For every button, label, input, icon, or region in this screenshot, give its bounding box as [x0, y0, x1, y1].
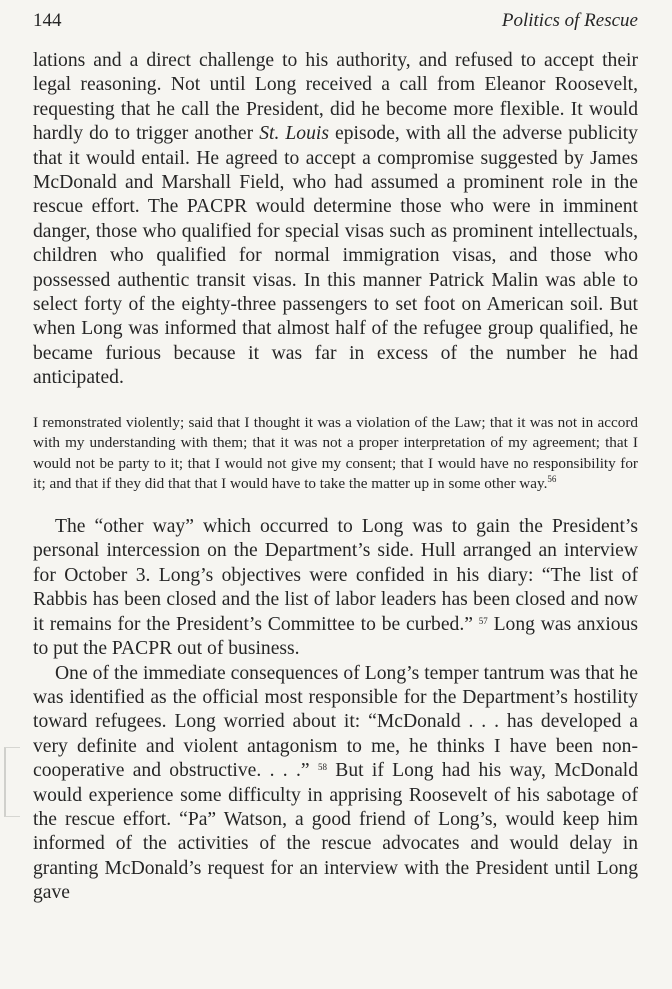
paragraph-2-text-b: Long was anxious to put the PACPR out of business.	[33, 613, 639, 660]
paragraph-1	[33, 49, 638, 391]
footnote-ref-56: 56	[547, 474, 557, 485]
margin-bracket-mark	[4, 747, 20, 817]
block-quote	[33, 413, 638, 495]
footnote-ref-57: 57	[478, 615, 488, 626]
paragraph-1-text-b: episode, with all the adverse publicity that it would entail. He agreed to accept a compromise suggested by James McDonald and Marshall Field, who had assumed a prominent role in the rescue effort. The PACPR would determine those who were in imminent danger, those who qualified for special visas such as prominent intellectuals, children who qualified for normal immigration visas, and those who possessed authentic transit visas. In this manner Patrick Malin was able to select forty of the eighty-three passengers to set foot on American soil. But when Long was informed that almost half of the refugee group qualified, he became furious because it was far in excess of the number he had anticipated.	[33, 123, 638, 389]
book-page	[33, 10, 638, 906]
paragraph-3-text-a: One of the immediate consequences of Long’s temper tantrum was that he was identified as the official most responsible for the Department’s hostility toward refugees. Long worried about it: “McDonald . . . has developed a very definite and violent antagonism to me, he thinks I have been non-cooperative and obstructive. . . .”	[33, 662, 638, 782]
paragraph-1-text-a: lations and a direct challenge to his authority, and refused to accept their legal reasoning. Not until Long received a call from Eleanor Roosevelt, requesting that he call the President, did he become more flexible. It would hardly do to trigger another	[33, 50, 638, 145]
paragraph-3	[33, 662, 638, 906]
footnote-ref-58: 58	[317, 762, 327, 773]
running-title: Politics of Rescue	[501, 10, 638, 31]
ship-name: St. Louis	[259, 123, 329, 145]
paragraph-2-text-a: The “other way” which occurred to Long was to gain the President’s personal intercession on the Department’s side. Hull arranged an interview for October 3. Long’s objectives were confided in his diary: “The list of Rabbis has been closed and the list of labor leaders has been closed and now it remains for the President’s Committee to be curbed.”	[33, 516, 638, 635]
block-quote-text: I remonstrated violently; said that I thought it was a violation of the Law; that it was not in accord with my understanding with them; that it was not a proper interpretation of my agreement; that I would not be party to it; that I would not give my consent; that I would have no responsibility for it; and that if they did that that I would have to take the matter up in some other way.	[33, 413, 638, 493]
page-header	[33, 10, 638, 38]
paragraph-3-text-b: But if Long had his way, McDonald would experience some difficulty in apprising Roosevelt of his sabotage of the rescue effort. “Pa” Watson, a good friend of Long’s, would keep him informed of the activities of the rescue advocates and would delay in granting McDonald’s request for an interview with the President until Long gave	[33, 760, 639, 904]
page-number: 144	[33, 10, 62, 31]
paragraph-2	[33, 515, 638, 661]
